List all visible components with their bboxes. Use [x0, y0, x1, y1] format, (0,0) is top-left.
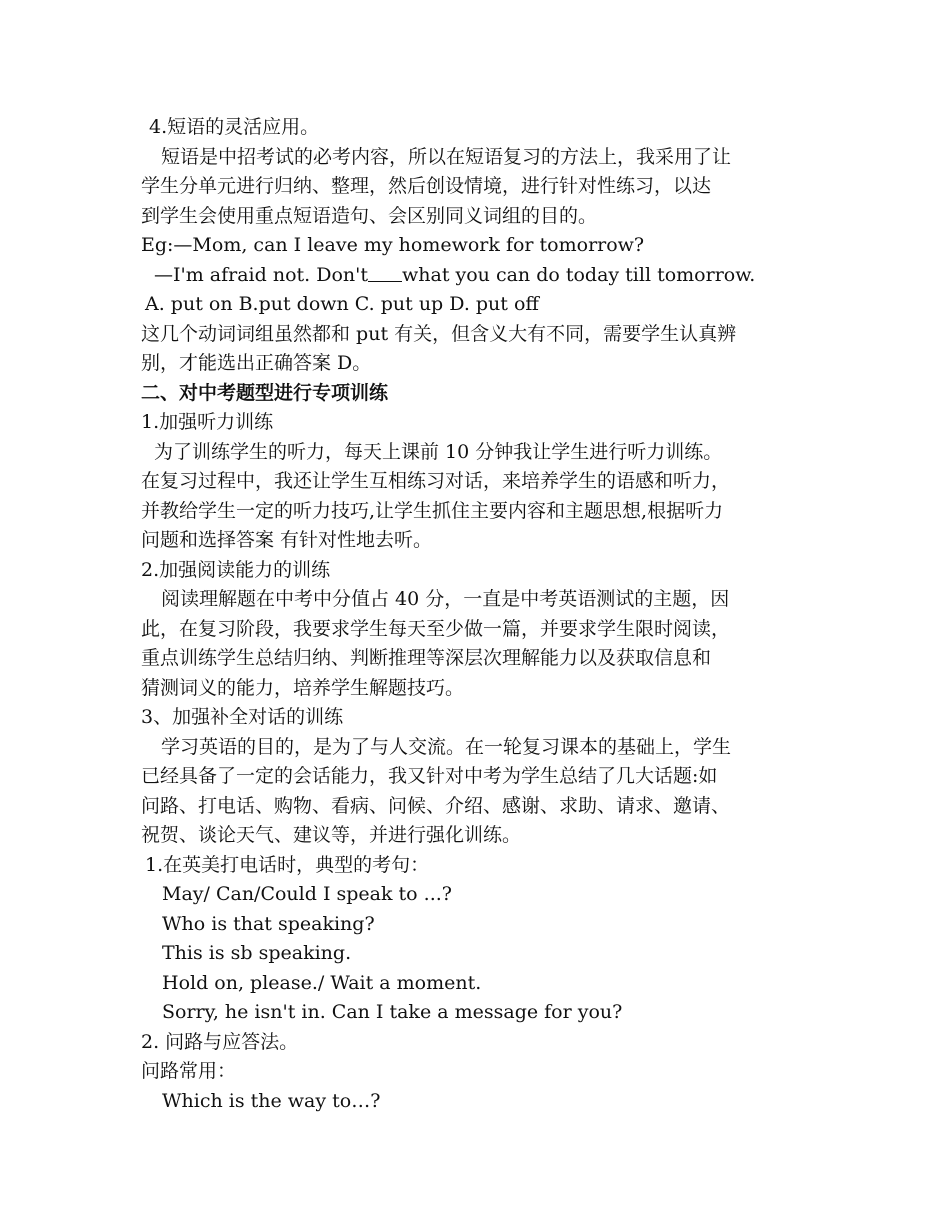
document-page	[141, 113, 841, 1116]
section-heading: 2.加强阅读能力的训练	[141, 558, 331, 581]
example-sentence: Sorry, he isn't in. Can I take a message for you?	[162, 1001, 623, 1023]
section-heading: 4.短语的灵活应用。	[149, 116, 320, 138]
paragraph-line: 在复习过程中，我还让学生互相练习对话，来培养学生的语感和听力，	[141, 470, 731, 492]
paragraph-line: 问路、打电话、购物、看病、问候、介绍、感谢、求助、请求、邀请、	[141, 794, 731, 817]
paragraph-line: 学生分单元进行归纳、整理，然后创设情境，进行针对性练习，以达	[141, 175, 712, 197]
example-text: —I'm afraid not. Don't	[154, 263, 368, 286]
paragraph-line: 这几个动词词组虽然都和 put 有关，但含义大有不同，需要学生认真辨	[141, 322, 737, 345]
paragraph-line: 此，在复习阶段，我要求学生每天至少做一篇，并要求学生限时阅读，	[141, 617, 731, 640]
answer-options: A. put on B.put down C. put up D. put off	[145, 293, 539, 315]
section-heading: 1.加强听力训练	[141, 411, 274, 433]
paragraph-line: 并教给学生一定的听力技巧,让学生抓住主要内容和主题思想,根据听力	[141, 499, 724, 522]
paragraph-line: 问题和选择答案 有针对性地去听。	[141, 529, 433, 551]
example-sentence: Hold on, please./ Wait a moment.	[162, 971, 482, 994]
paragraph-line: 已经具备了一定的会话能力，我又针对中考为学生总结了几大话题:如	[141, 765, 718, 787]
example-text: what you can do today till tomorrow.	[402, 263, 756, 286]
example-line: Eg:—Mom, can I leave my homework for tomorrow?	[141, 234, 645, 256]
paragraph-line: 到学生会使用重点短语造句、会区别同义词组的目的。	[141, 204, 598, 227]
example-line	[141, 261, 841, 291]
paragraph-line: 祝贺、谈论天气、建议等，并进行强化训练。	[141, 824, 522, 846]
example-sentence: This is sb speaking.	[162, 942, 352, 964]
paragraph-line: 别，才能选出正确答案 D。	[141, 352, 372, 374]
paragraph-line: 为了训练学生的听力，每天上课前 10 分钟我让学生进行听力训练。	[154, 440, 723, 463]
sub-heading: 2. 问路与应答法。	[141, 1030, 299, 1053]
paragraph-line: 短语是中招考试的必考内容，所以在短语复习的方法上，我采用了让	[161, 145, 732, 168]
section-heading: 3、加强补全对话的训练	[141, 706, 344, 728]
example-sentence: May/ Can/Could I speak to ...?	[162, 883, 452, 905]
paragraph-line: 阅读理解题在中考中分值占 40 分，一直是中考英语测试的主题，因	[161, 588, 730, 610]
paragraph-line: 学习英语的目的，是为了与人交流。在一轮复习课本的基础上，学生	[161, 735, 732, 758]
sub-heading: 1.在英美打电话时，典型的考句：	[145, 853, 430, 876]
part-heading: 二、对中考题型进行专项训练	[141, 381, 389, 404]
fill-blank	[368, 263, 402, 282]
paragraph-line: 猜测词义的能力，培养学生解题技巧。	[141, 676, 465, 699]
sub-heading: 问路常用：	[141, 1060, 237, 1082]
paragraph-line: 重点训练学生总结归纳、判断推理等深层次理解能力以及获取信息和	[141, 647, 712, 669]
example-sentence: Who is that speaking?	[162, 912, 375, 935]
example-sentence: Which is the way to…?	[162, 1089, 381, 1112]
